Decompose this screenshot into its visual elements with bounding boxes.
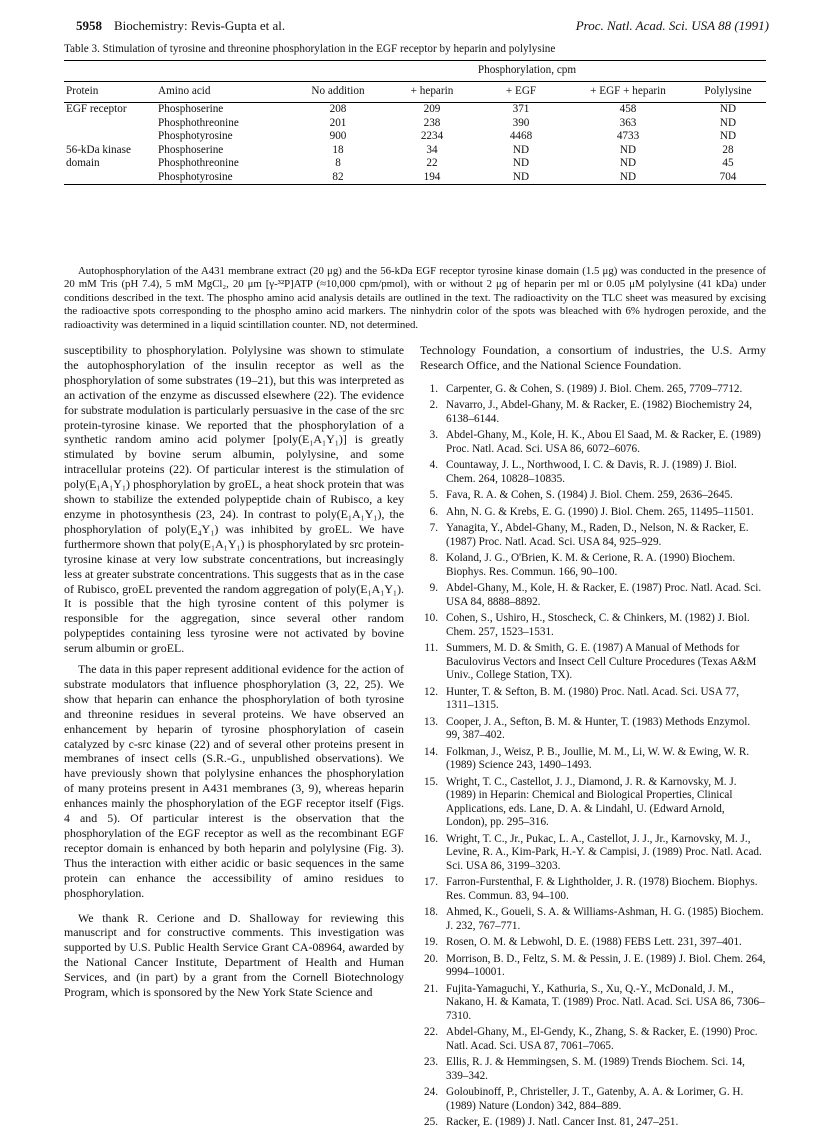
value-cell: ND [719, 103, 737, 115]
reference-text: Goloubinoff, P., Christeller, J. T., Gatenby, A. A. & Lorimer, G. H. (1989) Nature (London) 342, 884–889. [446, 1086, 744, 1112]
reference-number: 3. [429, 429, 438, 442]
value-cell: 4468 [509, 130, 533, 142]
reference-item [420, 1026, 766, 1053]
protein-label: EGF receptor [66, 103, 127, 115]
reference-number: 9. [429, 582, 438, 595]
reference-item [420, 582, 766, 609]
value-cell: ND [619, 157, 637, 169]
reference-number: 1. [429, 382, 438, 395]
reference-text: Navarro, J., Abdel-Ghany, M. & Racker, E. (1982) Biochemistry 24, 6138–6144. [446, 399, 753, 425]
protein-label: domain [66, 157, 100, 169]
value-cell: ND [719, 116, 737, 129]
reference-number: 15. [424, 775, 438, 788]
value-cell: 363 [619, 116, 637, 129]
page-header [76, 18, 769, 38]
value-cell: 208 [329, 103, 347, 115]
reference-number: 12. [424, 685, 438, 698]
value-cell: ND [476, 171, 566, 185]
reference-text: Fujita-Yamaguchi, Y., Kathuria, S., Xu, Q.-Y., McDonald, J. M., Nakano, H. & Kamata, T. (1989) Proc. Natl. Acad. Sci. USA 86, 7306–7310. [446, 982, 765, 1022]
reference-text: Summers, M. D. & Smith, G. E. (1987) A Manual of Methods for Baculovirus Vectors and Insect Cell Culture Procedures (Texas A&M Univ., College Station, TX). [446, 642, 757, 682]
reference-item [420, 552, 766, 579]
amino-acid-cell: Phosphoserine [158, 143, 224, 156]
value-cell: 18 [332, 143, 344, 156]
reference-number: 13. [424, 715, 438, 728]
amino-acid-cell: Phosphoserine [158, 103, 224, 115]
value-cell: 209 [423, 103, 441, 115]
reference-text: Farron-Furstenthal, F. & Lightholder, J. R. (1978) Biochem. Biophys. Res. Commun. 83, 94–100. [446, 876, 758, 902]
reference-number: 4. [429, 459, 438, 472]
value-cell: 34 [426, 143, 438, 156]
body-paragraph: susceptibility to phosphorylation. Polylysine was shown to stimulate the autophosphorylation of the insulin receptor as well as the phosphorylation of some substrates (19–21), but this was interpreted as an activation of the enzyme as discussed elsewhere (22). The evidence for substrate modulation is particularly persuasive in the case of the src protein-tyrosine kinase. We reported that the phosphorylation of a synthetic random amino acid polymer [poly(E₁A₁Y₁)] is greatly stimulated by bovine serum albumin, polylysine, and some intracellular proteins (22). Of particular interest is the stimulation of poly(E₁A₁Y₁) phosphorylation by groEL, a heat shock protein that was shown to stabilize the extended polypeptide chain of Rubisco, a key enzyme in photosynthesis (23, 24). In contrast to poly(E₁A₁Y₁), the phosphorylation of poly(E₄Y₁) was inhibited by groEL. We have furthermore shown that poly(E₁A₁Y₁) is phosphorylated by src protein-tyrosine kinase at very low substrate concentrations, but increasingly less at greater substrate concentrations. This suggests that as in the case of Rubisco, groEL prevented the random aggregation of poly(E₁A₁Y₁). It is possible that the high tyrosine content of this polymer is responsible for the aggregation, since several other random polypeptides containing less tyrosine were not activated by bovine serum albumin or groEL. [64, 343, 405, 656]
value-cell: 390 [512, 116, 530, 129]
protein-label: 56-kDa kinase [66, 143, 131, 156]
reference-text: Ahmed, K., Goueli, S. A. & Williams-Ashman, H. G. (1985) Biochem. J. 232, 767–771. [446, 906, 764, 932]
value-cell: ND [619, 143, 637, 156]
reference-item [420, 522, 766, 549]
value-cell: 22 [426, 157, 438, 169]
reference-item [420, 833, 766, 874]
reference-text: Hunter, T. & Sefton, B. M. (1980) Proc. Natl. Acad. Sci. USA 77, 1311–1315. [446, 685, 740, 712]
reference-number: 10. [424, 612, 438, 625]
reference-number: 25. [424, 1116, 438, 1129]
amino-acid-cell: Phosphothreonine [158, 116, 239, 129]
value-cell: ND [512, 143, 530, 156]
left-column [64, 343, 404, 1006]
reference-item [420, 776, 766, 830]
reference-text: Morrison, B. D., Feltz, S. M. & Pessin, J. E. (1989) J. Biol. Chem. 264, 9994–10001. [446, 952, 766, 979]
column-header: Polylysine [690, 82, 766, 103]
reference-item [420, 489, 766, 503]
reference-item [420, 1086, 766, 1113]
column-header: Amino acid [156, 82, 288, 103]
table-row [64, 130, 766, 144]
value-cell: 45 [722, 157, 734, 169]
reference-item [420, 1056, 766, 1083]
reference-number: 17. [424, 876, 438, 889]
reference-number: 8. [429, 552, 438, 565]
reference-text: Ahn, N. G. & Krebs, E. G. (1990) J. Biol. Chem. 265, 11495–11501. [446, 505, 754, 518]
table-footnote: Autophosphorylation of the A431 membrane extract (20 μg) and the 56-kDa EGF receptor tyrosine kinase domain (1.5 μg) was conducted in the presence of 20 mM Tris (pH 7.4), 5 mM MgCl₂, 20 μm [γ-³²P]ATP (≈10,000 cpm/pmol), with or without 2 μg of heparin per ml or 0.05 μM polylysine (41 kDa) under conditions described in the text. The phospho amino acid analysis details are outlined in the text. The radioactivity on the TLC sheet was measured by excising the radioactive spots corresponding to the phospho amino acid markers. The ninhydrin color of the spots was bleached with 6% hydrogen peroxide, and the radioactivity was determined in a liquid scintillation counter. ND, not determined. [64, 265, 766, 331]
reference-number: 18. [424, 906, 438, 919]
amino-acid-cell: Phosphotyrosine [156, 171, 288, 185]
reference-item [420, 399, 766, 426]
reference-list [420, 383, 766, 1130]
reference-number: 5. [429, 489, 438, 502]
value-cell: 4733 [616, 130, 640, 142]
value-cell: 238 [423, 116, 441, 129]
value-cell: 2234 [420, 130, 444, 142]
value-cell: 371 [512, 103, 530, 115]
reference-number: 6. [429, 505, 438, 518]
journal-citation: Proc. Natl. Acad. Sci. USA 88 (1991) [575, 18, 769, 33]
running-head: Biochemistry: Revis-Gupta et al. [114, 18, 286, 33]
value-cell: 8 [335, 157, 341, 169]
reference-text: Rosen, O. M. & Lebwohl, D. E. (1988) FEBS Lett. 231, 397–401. [446, 936, 742, 949]
amino-acid-cell: Phosphotyrosine [158, 130, 233, 142]
column-header: + EGF + heparin [566, 82, 690, 103]
acknowledgments-continued: Technology Foundation, a consortium of industries, the U.S. Army Research Office, and the National Science Foundation. [420, 343, 766, 372]
value-cell: 82 [288, 171, 388, 185]
reference-text: Carpenter, G. & Cohen, S. (1989) J. Biol. Chem. 265, 7709–7712. [446, 382, 743, 395]
reference-text: Cohen, S., Ushiro, H., Stoscheck, C. & Chinkers, M. (1982) J. Biol. Chem. 257, 1523–1531. [446, 612, 750, 638]
reference-item [420, 642, 766, 683]
page-number: 5958 [76, 18, 102, 33]
reference-number: 14. [424, 745, 438, 758]
reference-text: Cooper, J. A., Sefton, B. M. & Hunter, T. (1983) Methods Enzymol. 99, 387–402. [446, 715, 751, 742]
reference-text: Racker, E. (1989) J. Natl. Cancer Inst. 81, 247–251. [446, 1116, 679, 1129]
value-cell: 458 [619, 103, 637, 115]
phosphorylation-table [64, 60, 766, 185]
acknowledgments: We thank R. Cerione and D. Shalloway for reviewing this manuscript and for constructive comments. This investigation was supported by U.S. Public Health Service Grant CA-08964, awarded by the National Cancer Institute, Department of Health and Human Services, and (in part) by a grant from the Cornell Biotechnology Program, which is sponsored by the New York State Science and [64, 910, 404, 1000]
reference-item [420, 716, 766, 743]
column-header: + heparin [388, 82, 476, 103]
right-column [420, 343, 766, 1133]
reference-text: Yanagita, Y., Abdel-Ghany, M., Raden, D., Nelson, N. & Racker, E. (1987) Proc. Natl. Acad. Sci. USA 84, 925–929. [446, 522, 749, 548]
value-cell: ND [512, 157, 530, 169]
group-header: Phosphorylation, cpm [288, 61, 766, 82]
reference-text: Abdel-Ghany, M., Kole, H. K., Abou El Saad, M. & Racker, E. (1989) Proc. Natl. Acad. Sci. USA 86, 6072–6076. [446, 429, 761, 455]
reference-item [420, 746, 766, 773]
reference-text: Fava, R. A. & Cohen, S. (1984) J. Biol. Chem. 259, 2636–2645. [446, 489, 733, 502]
reference-text: Wright, T. C., Jr., Pukac, L. A., Castellot, J. J., Jr., Karnovsky, M. J., Levine, R. A., Kim-Park, H.-Y. & Campisi, J. (1989) Proc. Natl. Acad. Sci. USA 86, 3199–3203. [446, 832, 762, 872]
reference-item [420, 983, 766, 1024]
column-header: Protein [64, 82, 156, 103]
reference-number: 19. [424, 936, 438, 949]
reference-text: Abdel-Ghany, M., Kole, H. & Racker, E. (1987) Proc. Natl. Acad. Sci. USA 84, 8888–8892. [446, 582, 762, 608]
reference-number: 21. [424, 982, 438, 995]
reference-item [420, 906, 766, 933]
reference-item [420, 953, 766, 980]
value-cell: 900 [329, 130, 347, 142]
reference-number: 24. [424, 1086, 438, 1099]
table-row [64, 144, 766, 158]
value-cell: ND [719, 130, 737, 142]
reference-number: 16. [424, 832, 438, 845]
amino-acid-cell: Phosphothreonine [158, 157, 239, 169]
value-cell: 704 [690, 171, 766, 185]
table-row [64, 103, 766, 117]
value-cell: ND [566, 171, 690, 185]
reference-item [420, 612, 766, 639]
reference-text: Koland, J. G., O'Brien, K. M. & Cerione, R. A. (1990) Biochem. Biophys. Res. Commun. 166, 90–100. [446, 552, 736, 578]
reference-number: 7. [429, 522, 438, 535]
reference-item [420, 429, 766, 456]
column-header: No addition [288, 82, 388, 103]
value-cell: 28 [722, 143, 734, 156]
reference-number: 23. [424, 1056, 438, 1069]
reference-text: Countaway, J. L., Northwood, I. C. & Davis, R. J. (1989) J. Biol. Chem. 264, 10828–10835. [446, 459, 737, 485]
reference-number: 20. [424, 952, 438, 965]
reference-item [420, 876, 766, 903]
value-cell: 201 [329, 116, 347, 129]
reference-item [420, 459, 766, 486]
reference-item [420, 506, 766, 520]
column-header: + EGF [476, 82, 566, 103]
reference-text: Abdel-Ghany, M., El-Gendy, K., Zhang, S. & Racker, E. (1990) Proc. Natl. Acad. Sci. USA 87, 7061–7065. [446, 1026, 758, 1052]
reference-item [420, 686, 766, 713]
table-caption: Table 3. Stimulation of tyrosine and threonine phosphorylation in the EGF receptor by heparin and polylysine [64, 43, 556, 55]
reference-number: 22. [424, 1026, 438, 1039]
reference-text: Folkman, J., Weisz, P. B., Joullie, M. M., Li, W. W. & Ewing, W. R. (1989) Science 243, 1490–1493. [446, 745, 750, 772]
table-row [64, 117, 766, 131]
table-row [64, 157, 766, 171]
reference-text: Wright, T. C., Castellot, J. J., Diamond, J. R. & Karnovsky, M. J. (1989) in Heparin: Chemical and Biological Properties, Clinical Applications, eds. Lane, D. A. & Lindahl, U. (Edward Arnold, London), pp. 295–316. [446, 775, 737, 829]
reference-number: 11. [424, 642, 438, 655]
table-row [64, 171, 766, 185]
reference-item [420, 1116, 766, 1130]
value-cell: 194 [388, 171, 476, 185]
reference-item [420, 383, 766, 397]
reference-number: 2. [429, 399, 438, 412]
body-paragraph: The data in this paper represent additional evidence for the action of substrate modulators that influence phosphorylation (3, 22, 25). We show that heparin can enhance the phosphorylation of both tyrosine and threonine residues in several proteins. We have observed an enhancement by heparin of tyrosine phosphorylation of casein catalyzed by c-src kinase (22) and of several other proteins present in membranes of insect cells (S.R.-G., unpublished observations). We have previously shown that polylysine enhances the phosphorylation of many proteins present in A431 membranes (3, 9), whereas heparin enhances mainly the phosphorylation of the EGF receptor itself (Figs. 4 and 5). Of particular interest is the observation that the phosphorylation of the EGF receptor as well as the recombinant EGF receptor domain is enhanced by both heparin and polylysine (Fig. 3). Thus the interaction with either acidic or basic sequences in the same protein can enhance the accessibility of amino residues to phosphorylation. [64, 662, 404, 900]
reference-text: Ellis, R. J. & Hemmingsen, S. M. (1989) Trends Biochem. Sci. 14, 339–342. [446, 1056, 745, 1082]
reference-item [420, 936, 766, 950]
